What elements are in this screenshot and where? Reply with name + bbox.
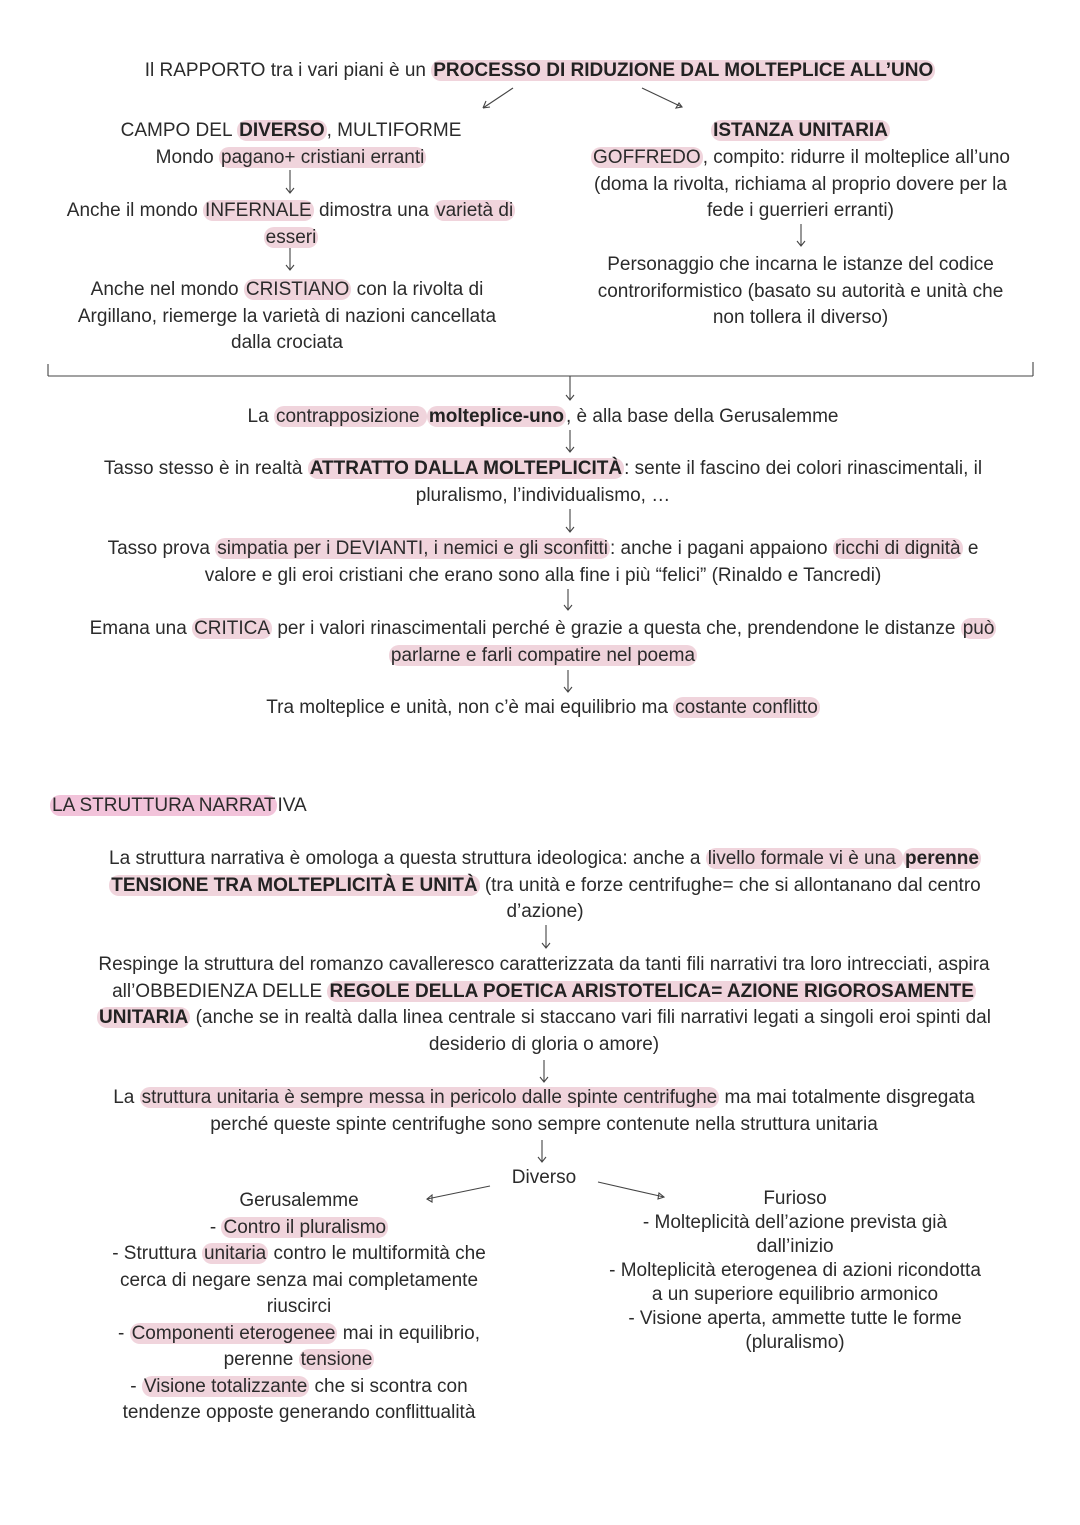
intro-line: Il RAPPORTO tra i vari piani è un PROCESSO DI RIDUZIONE DAL MOLTEPLICE ALL’UNO bbox=[144, 60, 934, 81]
furioso-column: Furioso - Molteplicità dell’azione prevista già dall’inizio - Molteplicità eterogenea di azioni ricondotta a un superiore equilibrio armonico - Visione aperta, ammette tutte le forme (pluralismo) bbox=[609, 1188, 981, 1353]
section-respinge: Respinge la struttura del romanzo cavalleresco caratterizzata da tanti fili narrativi tra loro intrecciati, aspira all’OBBEDIENZA DELLE REGOLE DELLA POETICA ARISTOTELICA= AZIONE RIGOROSAMENTE UNITARIA (anche se in realtà dalla linea centrale si staccano vari fili narrativi legati a singoli eroi spinti dal desiderio di gloria o amore) bbox=[98, 954, 991, 1055]
section-unitaria: La struttura unitaria è sempre messa in pericolo dalle spinte centrifughe ma mai totalmente disgregata perché queste spinte centrifughe sono sempre contenute nella struttura unitaria bbox=[113, 1087, 975, 1135]
diverso-label: Diverso bbox=[511, 1167, 577, 1188]
flow-contrapposizione: La contrapposizione molteplice-uno , è alla base della Gerusalemme bbox=[247, 406, 839, 427]
left-diverso-title: CAMPO DEL DIVERSO , MULTIFORME bbox=[120, 120, 462, 141]
left-mondo-pagano: Mondo pagano+ cristiani erranti bbox=[155, 147, 425, 168]
gerusalemme-title: Gerusalemme bbox=[239, 1190, 359, 1211]
flow-critica: Emana una CRITICA per i valori rinascimentali perché è grazie a questa che, prendendone le distanze può parlarne e farli compatire nel poema bbox=[89, 618, 995, 666]
flow-tasso-simpatia: Tasso prova simpatia per i DEVIANTI, i nemici e gli sconfitti : anche i pagani appaiono ricchi di dignità e valore e gli eroi cristiani che erano sono alla fine i più “felici” (Rinaldo e Tancredi) bbox=[107, 538, 979, 586]
flow-tasso-attratto: Tasso stesso è in realtà ATTRATTO DALLA MOLTEPLICITÀ : sente il fascino dei colori rinascimentali, il pluralismo, l’individualismo, … bbox=[103, 458, 983, 506]
left-cristiano: Anche nel mondo CRISTIANO con la rivolta di Argillano, riemerge la varietà di nazioni cancellata dalla crociata bbox=[77, 279, 497, 353]
gerusalemme-column: Gerusalemme - Contro il pluralismo - Struttura unitaria contro le multiformità che cerca di negare senza mai completamente riuscirci - Componenti eterogenee mai in equilibrio, perenne tensione - Visione totalizzante che si scontra con tendenze opposte generando conflittualità bbox=[112, 1190, 486, 1423]
section-title: LA STRUTTURA NARRAT IVA bbox=[52, 795, 307, 816]
right-personaggio: Personaggio che incarna le istanze del codice controriformistico (basato su autorità e unità che non tollera il diverso) bbox=[597, 254, 1004, 328]
furioso-title: Furioso bbox=[763, 1188, 827, 1209]
right-goffredo: GOFFREDO , compito: ridurre il molteplice all’uno (doma la rivolta, richiama al proprio dovere per la fede i guerrieri erranti) bbox=[593, 147, 1010, 221]
flow-conflitto: Tra molteplice e unità, non c’è mai equilibrio ma costante conflitto bbox=[266, 697, 818, 718]
left-infernale: Anche il mondo INFERNALE dimostra una varietà di esseri bbox=[66, 200, 514, 248]
section-omologa: La struttura narrativa è omologa a questa struttura ideologica: anche a livello formale vi è una perenne TENSIONE TRA MOLTEPLICITÀ E UNITÀ (tra unità e forze centrifughe= che si allontanano dal centro d’azione) bbox=[109, 848, 981, 922]
right-istanza-title: ISTANZA UNITARIA bbox=[713, 120, 888, 141]
